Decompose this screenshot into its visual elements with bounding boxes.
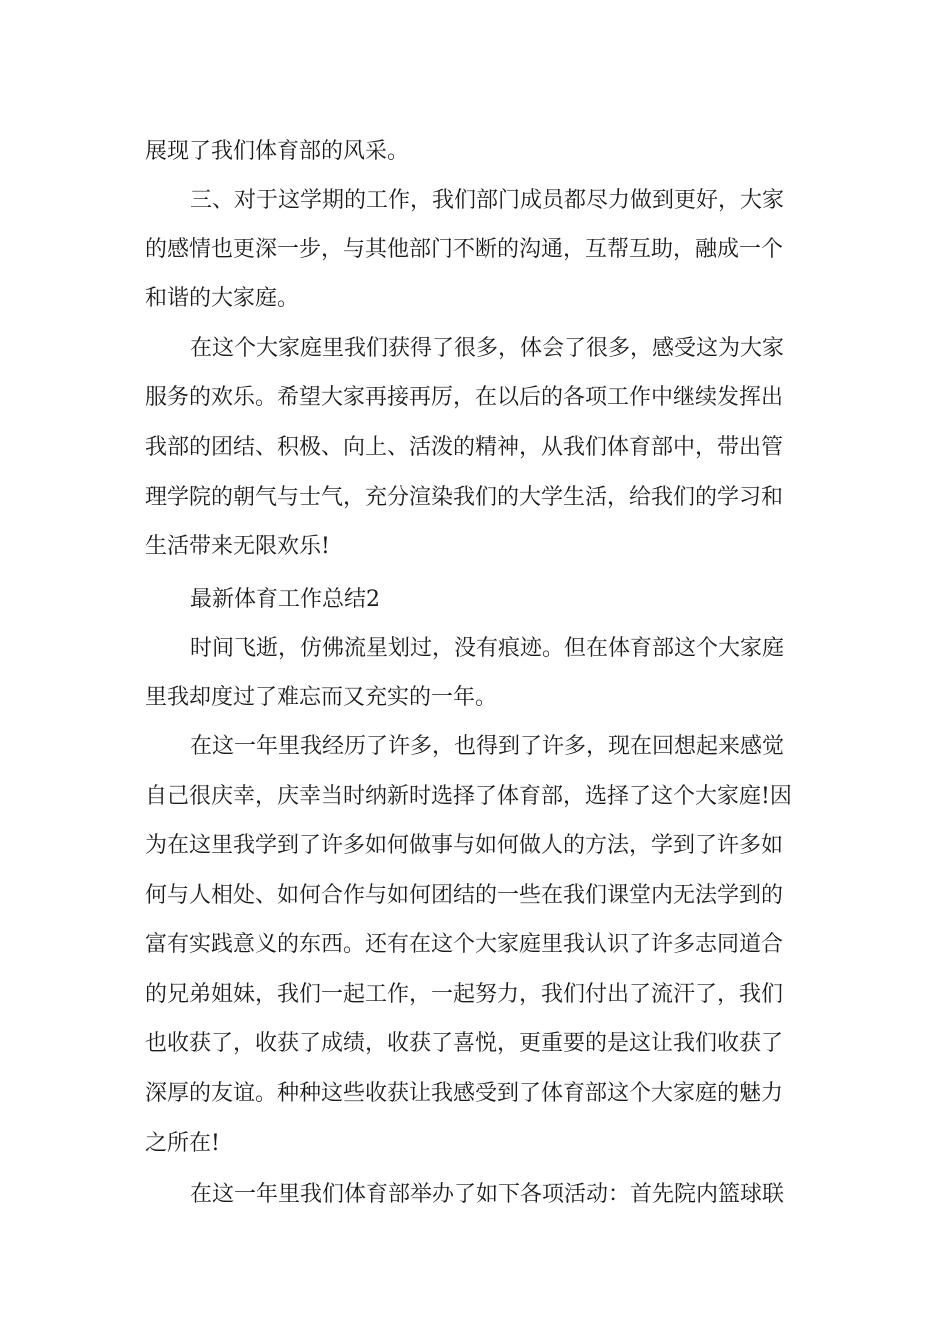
text-line: 展现了我们体育部的风采。 [145, 139, 410, 164]
text-line: 在这个大家庭里我们获得了很多，体会了很多，感受这为大家 [190, 336, 785, 361]
text-line: 富有实践意义的东西。还有在这个大家庭里我认识了许多志同道合 [145, 932, 784, 957]
text-line: 之所在! [145, 1131, 220, 1156]
text-line: 服务的欢乐。希望大家再接再厉，在以后的各项工作中继续发挥出 [145, 385, 784, 410]
text-line: 的兄弟姐妹，我们一起工作，一起努力，我们付出了流汗了，我们 [145, 982, 784, 1007]
text-line: 生活带来无限欢乐! [145, 534, 330, 559]
text-line: 在这一年里我们体育部举办了如下各项活动：首先院内篮球联 [190, 1182, 785, 1207]
text-line: 我部的团结、积极、向上、活泼的精神，从我们体育部中，带出管 [145, 435, 784, 460]
text-line: 里我却度过了难忘而又充实的一年。 [145, 685, 498, 710]
text-line: 的感情也更深一步，与其他部门不断的沟通，互帮互助，融成一个 [145, 237, 784, 262]
section-heading: 最新体育工作总结2 [190, 587, 380, 612]
text-line: 和谐的大家庭。 [145, 286, 300, 311]
text-line: 也收获了，收获了成绩，收获了喜悦，更重要的是这让我们收获了 [145, 1031, 784, 1056]
text-line: 为在这里我学到了许多如何做事与如何做人的方法，学到了许多如 [145, 833, 784, 858]
text-line: 自己很庆幸，庆幸当时纳新时选择了体育部，选择了这个大家庭!因 [145, 784, 792, 809]
text-line: 深厚的友谊。种种这些收获让我感受到了体育部这个大家庭的魅力 [145, 1081, 784, 1106]
text-line: 何与人相处、如何合作与如何团结的一些在我们课堂内无法学到的 [145, 883, 784, 908]
text-line: 三、对于这学期的工作，我们部门成员都尽力做到更好，大家 [190, 188, 785, 213]
text-line: 理学院的朝气与士气，充分渲染我们的大学生活，给我们的学习和 [145, 485, 784, 510]
text-line: 在这一年里我经历了许多，也得到了许多，现在回想起来感觉 [190, 734, 785, 759]
text-line: 时间飞逝，仿佛流星划过，没有痕迹。但在体育部这个大家庭 [190, 636, 785, 661]
